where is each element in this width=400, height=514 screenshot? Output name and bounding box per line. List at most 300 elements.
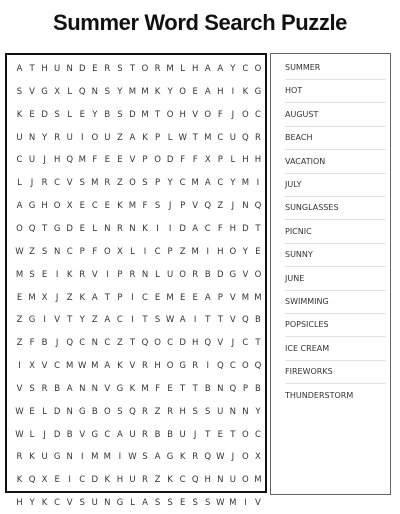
grid-letter: V xyxy=(129,155,136,166)
grid-letter: K xyxy=(129,383,136,394)
grid-letter: T xyxy=(192,383,198,394)
grid-letter: U xyxy=(104,132,111,143)
grid-letter: N xyxy=(91,86,98,97)
word-list-item: SWIMMING xyxy=(285,291,386,314)
grid-letter: O xyxy=(242,429,249,440)
grid-letter: U xyxy=(129,475,136,486)
grid-letter: L xyxy=(42,406,47,417)
grid-letter: M xyxy=(204,132,212,143)
grid-letter: Z xyxy=(179,246,186,257)
grid-letter: E xyxy=(16,292,23,303)
grid-letter: M xyxy=(91,178,99,189)
grid-letter: R xyxy=(192,452,199,463)
grid-letter: N xyxy=(242,201,249,212)
word-list-item: FIREWORKS xyxy=(285,361,386,384)
grid-letter: V xyxy=(54,315,61,326)
grid-letter: I xyxy=(143,246,147,257)
grid-letter: A xyxy=(16,201,23,212)
grid-letter: P xyxy=(217,155,223,166)
word-list-item: JULY xyxy=(285,174,386,197)
grid-letter: U xyxy=(54,64,61,74)
grid-letter: H xyxy=(242,155,249,166)
grid-letter: R xyxy=(154,64,161,74)
letter-grid xyxy=(5,53,267,509)
grid-letter: H xyxy=(254,155,262,166)
grid-letter: K xyxy=(16,109,23,120)
grid-letter: C xyxy=(79,338,86,349)
grid-letter: V xyxy=(229,315,236,326)
grid-letter: E xyxy=(79,109,85,120)
grid-letter: D xyxy=(179,338,186,349)
grid-letter: J xyxy=(231,201,235,212)
grid-letter: A xyxy=(217,64,224,74)
grid-letter: T xyxy=(230,429,236,440)
grid-letter: K xyxy=(117,201,123,212)
grid-letter: E xyxy=(29,406,35,417)
grid-letter: G xyxy=(28,201,36,212)
grid-letter: B xyxy=(204,269,211,280)
grid-letter: S xyxy=(117,109,123,120)
grid-letter: F xyxy=(92,246,98,257)
grid-letter: Q xyxy=(242,315,249,326)
grid-letter: Y xyxy=(167,86,173,97)
grid-letter: F xyxy=(217,223,223,234)
grid-letter: X xyxy=(41,475,48,486)
grid-letter: V xyxy=(255,498,261,509)
grid-letter: C xyxy=(242,338,249,349)
grid-letter: A xyxy=(142,498,148,509)
grid-letter: V xyxy=(104,383,111,394)
grid-letter: S xyxy=(16,86,23,97)
grid-letter: S xyxy=(29,269,35,280)
grid-letter: X xyxy=(116,246,123,257)
grid-letter: M xyxy=(254,475,262,486)
grid-letter: T xyxy=(142,315,148,326)
grid-letter: K xyxy=(179,452,186,463)
grid-letter: E xyxy=(192,86,198,97)
grid-letter: I xyxy=(68,475,71,486)
grid-letter: J xyxy=(55,338,59,349)
grid-letter: S xyxy=(104,86,111,97)
grid-letter: I xyxy=(80,452,84,463)
grid-letter: F xyxy=(192,155,198,166)
grid-letter: S xyxy=(154,315,161,326)
grid-letter: L xyxy=(155,269,160,280)
grid-letter: D xyxy=(53,406,61,417)
grid-letter: T xyxy=(217,315,223,326)
grid-letter: Z xyxy=(16,315,23,326)
word-list-item: SUMMER xyxy=(285,57,386,80)
letter-grid-cells xyxy=(7,55,265,509)
grid-letter: C xyxy=(229,361,236,372)
grid-letter: B xyxy=(154,429,161,440)
grid-letter: Z xyxy=(116,178,123,189)
grid-letter: C xyxy=(104,429,111,440)
grid-letter: A xyxy=(91,292,98,303)
grid-letter: J xyxy=(193,429,197,440)
grid-letter: A xyxy=(179,315,186,326)
grid-letter: T xyxy=(104,292,110,303)
grid-letter: M xyxy=(141,383,149,394)
grid-letter: E xyxy=(217,429,223,440)
grid-letter: P xyxy=(154,178,161,189)
word-list-item: ICE CREAM xyxy=(285,338,386,361)
grid-letter: H xyxy=(116,475,124,486)
grid-letter: R xyxy=(41,383,48,394)
grid-letter: M xyxy=(78,155,86,166)
grid-letter: N xyxy=(28,132,36,143)
grid-letter: P xyxy=(217,292,223,303)
grid-letter: V xyxy=(129,361,136,372)
grid-letter: I xyxy=(43,315,46,326)
grid-letter: K xyxy=(142,223,148,234)
grid-letter: L xyxy=(130,246,135,257)
grid-letter: O xyxy=(129,178,136,189)
grid-letter: O xyxy=(103,246,111,257)
grid-letter: C xyxy=(54,361,61,372)
grid-letter: M xyxy=(91,361,99,372)
grid-letter: T xyxy=(180,383,186,394)
grid-letter: Z xyxy=(154,406,161,417)
grid-letter: K xyxy=(154,86,161,97)
grid-letter: C xyxy=(154,246,161,257)
grid-letter: S xyxy=(154,498,161,509)
grid-letter: A xyxy=(104,315,111,326)
grid-letter: Z xyxy=(116,132,123,143)
grid-letter: Q xyxy=(28,475,36,486)
grid-letter: K xyxy=(104,475,111,486)
grid-letter: C xyxy=(167,338,174,349)
grid-letter: N xyxy=(66,452,73,463)
grid-letter: H xyxy=(217,86,224,97)
grid-letter: A xyxy=(192,223,199,234)
grid-letter: I xyxy=(106,269,109,280)
grid-letter: O xyxy=(204,109,212,120)
grid-letter: R xyxy=(142,429,148,440)
grid-letter: J xyxy=(43,429,46,440)
grid-letter: A xyxy=(116,429,123,440)
grid-letter: I xyxy=(244,498,247,509)
grid-letter: D xyxy=(129,109,136,120)
grid-letter: H xyxy=(41,64,48,74)
grid-letter: H xyxy=(179,109,186,120)
grid-letter: C xyxy=(179,178,186,189)
grid-letter: V xyxy=(91,269,98,280)
grid-letter: E xyxy=(104,201,111,212)
grid-letter: N xyxy=(141,269,149,280)
grid-letter: E xyxy=(255,246,261,257)
grid-letter: O xyxy=(242,452,249,463)
grid-letter: C xyxy=(66,246,73,257)
grid-letter: V xyxy=(242,269,249,280)
grid-letter: D xyxy=(53,429,61,440)
grid-letter: A xyxy=(204,86,211,97)
grid-letter: G xyxy=(53,452,61,463)
grid-letter: N xyxy=(104,498,111,509)
grid-letter: H xyxy=(229,223,237,234)
grid-letter: L xyxy=(17,178,22,189)
grid-letter: E xyxy=(54,475,60,486)
grid-letter: Y xyxy=(230,64,236,74)
grid-letter: R xyxy=(192,269,199,280)
word-list xyxy=(270,53,391,495)
grid-letter: G xyxy=(28,315,36,326)
grid-letter: E xyxy=(117,155,123,166)
grid-letter: N xyxy=(91,338,98,349)
grid-letter: I xyxy=(256,178,260,189)
grid-letter: C xyxy=(79,475,86,486)
grid-letter: C xyxy=(217,178,224,189)
grid-letter: A xyxy=(204,64,211,74)
grid-letter: T xyxy=(67,315,73,326)
grid-letter: G xyxy=(116,383,124,394)
grid-letter: C xyxy=(116,315,123,326)
grid-letter: Z xyxy=(217,201,224,212)
grid-letter: P xyxy=(180,201,186,212)
grid-letter: F xyxy=(142,201,148,212)
grid-letter: M xyxy=(91,452,99,463)
grid-letter: M xyxy=(128,201,137,212)
grid-letter: Y xyxy=(255,406,261,417)
grid-letter: F xyxy=(155,383,160,394)
grid-letter: O xyxy=(179,269,186,280)
grid-letter: T xyxy=(129,64,136,74)
grid-letter: U xyxy=(91,498,98,509)
grid-letter: C xyxy=(254,429,261,440)
grid-letter: J xyxy=(231,338,235,349)
grid-letter: G xyxy=(116,498,124,509)
grid-letter: A xyxy=(66,383,73,394)
grid-letter: M xyxy=(128,86,137,97)
grid-letter: S xyxy=(192,406,198,417)
grid-letter: R xyxy=(16,452,23,463)
grid-letter: N xyxy=(229,406,237,417)
grid-letter: A xyxy=(154,452,161,463)
grid-letter: M xyxy=(15,269,24,280)
word-list-item: BEACH xyxy=(285,127,386,150)
grid-letter: L xyxy=(167,132,173,143)
grid-letter: C xyxy=(242,64,249,74)
grid-letter: V xyxy=(217,338,224,349)
grid-letter: N xyxy=(79,383,86,394)
grid-letter: B xyxy=(204,383,211,394)
grid-letter: M xyxy=(254,292,262,303)
grid-letter: F xyxy=(217,109,223,120)
grid-letter: R xyxy=(104,178,111,189)
grid-letter: C xyxy=(204,223,211,234)
grid-letter: R xyxy=(142,475,148,486)
grid-letter: D xyxy=(179,223,186,234)
grid-letter: D xyxy=(78,64,86,74)
grid-letter: O xyxy=(53,201,61,212)
grid-letter: Y xyxy=(92,109,98,120)
grid-letter: Q xyxy=(204,338,212,349)
grid-letter: Y xyxy=(117,86,123,97)
grid-letter: Z xyxy=(29,246,35,257)
grid-letter: B xyxy=(66,429,73,440)
grid-letter: Q xyxy=(204,201,212,212)
grid-letter: M xyxy=(103,452,112,463)
grid-letter: Z xyxy=(116,338,123,349)
grid-letter: L xyxy=(29,429,35,440)
grid-letter: S xyxy=(41,246,48,257)
grid-letter: O xyxy=(242,109,249,120)
grid-letter: V xyxy=(192,109,199,120)
grid-letter: I xyxy=(206,246,209,257)
grid-letter: Z xyxy=(16,338,23,349)
grid-letter: Z xyxy=(91,315,98,326)
grid-letter: J xyxy=(231,109,235,120)
grid-letter: U xyxy=(166,269,174,280)
grid-letter: Q xyxy=(191,475,199,486)
grid-letter: G xyxy=(78,406,86,417)
grid-letter: Z xyxy=(154,475,161,486)
grid-letter: S xyxy=(117,406,123,417)
grid-letter: R xyxy=(116,223,123,234)
grid-letter: C xyxy=(104,338,111,349)
grid-letter: G xyxy=(53,223,61,234)
grid-letter: N xyxy=(217,383,224,394)
grid-letter: I xyxy=(231,86,235,97)
grid-letter: O xyxy=(166,109,174,120)
grid-letter: V xyxy=(29,86,35,97)
grid-letter: U xyxy=(229,132,236,143)
grid-letter: R xyxy=(192,361,199,372)
grid-letter: M xyxy=(191,178,199,189)
grid-letter: N xyxy=(129,223,136,234)
grid-letter: R xyxy=(142,361,148,372)
word-list-item: POPSICLES xyxy=(285,314,386,337)
grid-letter: V xyxy=(229,292,236,303)
grid-letter: A xyxy=(129,132,136,143)
grid-letter: N xyxy=(217,475,224,486)
grid-letter: I xyxy=(168,223,172,234)
word-list-item: VACATION xyxy=(285,151,386,174)
grid-letter: G xyxy=(166,452,174,463)
grid-letter: S xyxy=(79,178,85,189)
grid-letter: M xyxy=(229,498,237,509)
grid-letter: V xyxy=(192,201,199,212)
grid-letter: T xyxy=(205,429,211,440)
word-list-item: HOT xyxy=(285,80,386,103)
grid-letter: D xyxy=(217,269,224,280)
grid-letter: E xyxy=(192,292,198,303)
grid-letter: M xyxy=(166,292,174,303)
grid-letter: G xyxy=(41,86,48,97)
grid-letter: S xyxy=(205,406,211,417)
grid-letter: O xyxy=(154,155,161,166)
grid-letter: B xyxy=(255,383,261,394)
grid-letter: O xyxy=(154,338,161,349)
grid-letter: S xyxy=(192,498,198,509)
grid-letter: E xyxy=(154,292,161,303)
grid-letter: D xyxy=(166,155,174,166)
grid-letter: J xyxy=(168,201,172,212)
grid-letter: C xyxy=(179,475,186,486)
grid-letter: F xyxy=(180,155,186,166)
grid-letter: U xyxy=(229,475,236,486)
grid-letter: C xyxy=(254,109,261,120)
grid-letter: G xyxy=(179,361,186,372)
grid-letter: V xyxy=(79,429,86,440)
grid-letter: B xyxy=(167,429,174,440)
grid-letter: C xyxy=(142,292,148,303)
grid-letter: R xyxy=(254,132,261,143)
grid-letter: H xyxy=(204,475,211,486)
grid-letter: R xyxy=(129,269,136,280)
grid-letter: C xyxy=(91,201,98,212)
grid-letter: P xyxy=(79,246,85,257)
grid-letter: W xyxy=(178,132,187,143)
grid-letter: O xyxy=(179,86,186,97)
grid-letter: B xyxy=(104,109,111,120)
grid-letter: D xyxy=(91,475,99,486)
grid-letter: Q xyxy=(129,406,136,417)
grid-letter: W xyxy=(15,406,24,417)
grid-letter: S xyxy=(167,498,173,509)
grid-letter: I xyxy=(18,361,21,372)
grid-letter: O xyxy=(103,406,111,417)
grid-letter: R xyxy=(142,406,148,417)
grid-letter: T xyxy=(129,338,136,349)
grid-letter: T xyxy=(29,64,35,74)
grid-letter: E xyxy=(104,155,111,166)
grid-letter: Q xyxy=(28,223,36,234)
grid-letter: S xyxy=(54,109,60,120)
grid-letter: K xyxy=(142,132,148,143)
grid-letter: S xyxy=(29,383,35,394)
grid-letter: J xyxy=(55,292,59,303)
grid-letter: G xyxy=(254,86,262,97)
grid-letter: X xyxy=(41,292,48,303)
grid-letter: U xyxy=(28,155,36,166)
grid-letter: F xyxy=(29,338,35,349)
grid-letter: W xyxy=(165,315,175,326)
grid-letter: U xyxy=(217,406,224,417)
grid-letter: M xyxy=(141,109,149,120)
grid-letter: E xyxy=(41,269,48,280)
grid-letter: E xyxy=(179,292,186,303)
grid-letter: K xyxy=(16,475,23,486)
grid-letter: V xyxy=(41,361,48,372)
grid-letter: K xyxy=(79,292,86,303)
grid-letter: V xyxy=(16,383,23,394)
grid-letter: Y xyxy=(167,178,173,189)
grid-letter: A xyxy=(204,178,211,189)
grid-letter: O xyxy=(16,223,23,234)
grid-letter: R xyxy=(54,132,61,143)
grid-letter: O xyxy=(229,246,237,257)
grid-letter: H xyxy=(41,201,48,212)
grid-letter: I xyxy=(193,315,197,326)
grid-letter: T xyxy=(205,315,211,326)
grid-letter: X xyxy=(54,86,61,97)
grid-letter: T xyxy=(255,338,261,349)
grid-letter: M xyxy=(141,86,149,97)
grid-letter: L xyxy=(67,86,73,97)
grid-letter: I xyxy=(55,269,59,280)
grid-letter: I xyxy=(156,223,159,234)
word-list-item: AUGUST xyxy=(285,104,386,127)
grid-letter: M xyxy=(241,292,250,303)
grid-letter: C xyxy=(54,178,61,189)
grid-letter: K xyxy=(242,86,249,97)
grid-letter: V xyxy=(66,498,73,509)
grid-letter: Y xyxy=(79,315,85,326)
grid-letter: I xyxy=(118,452,122,463)
grid-letter: H xyxy=(191,64,199,74)
grid-letter: I xyxy=(131,292,134,303)
